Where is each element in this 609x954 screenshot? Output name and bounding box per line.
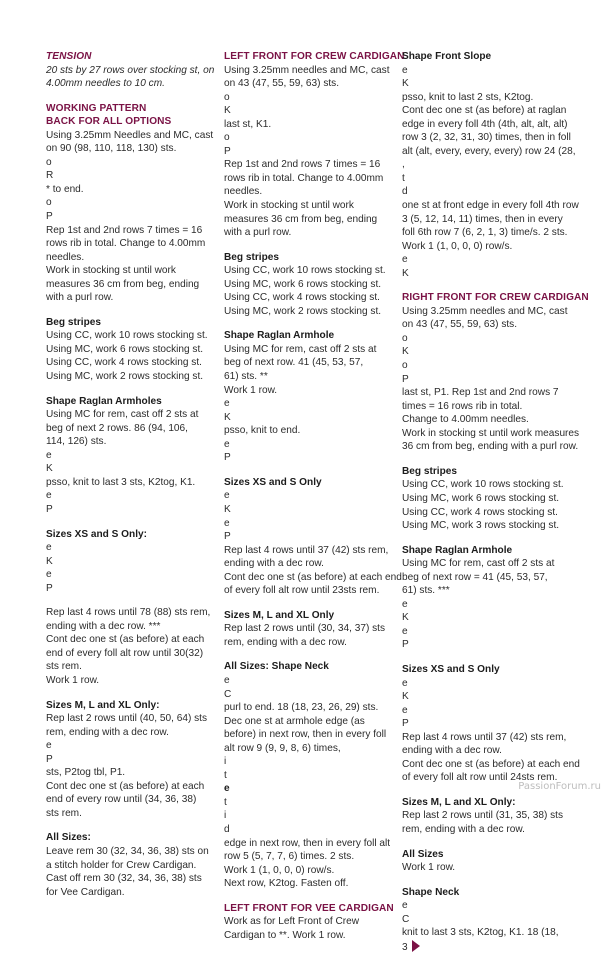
text: o bbox=[402, 360, 408, 372]
text: e bbox=[224, 517, 230, 529]
text: o bbox=[224, 91, 230, 103]
text-line bbox=[46, 462, 214, 476]
text-line: Using MC, work 3 rows stocking st. bbox=[402, 520, 560, 532]
text: K bbox=[402, 78, 409, 90]
text-line: Using CC, work 10 rows stocking st. bbox=[46, 330, 208, 342]
text-line bbox=[402, 598, 580, 612]
text-line: Using CC, work 10 rows stocking st. bbox=[402, 479, 564, 491]
text: e bbox=[224, 438, 230, 450]
text: d bbox=[402, 186, 408, 198]
text: R bbox=[46, 170, 54, 182]
text-line: Rep last 2 rows until (31, 35, 38) sts bbox=[402, 810, 564, 822]
text-line bbox=[224, 489, 394, 503]
text: e bbox=[402, 704, 408, 716]
text-line: 61) sts. ** bbox=[224, 371, 268, 383]
section-heading: RIGHT FRONT FOR CREW CARDIGAN bbox=[402, 292, 589, 304]
text-line bbox=[224, 809, 394, 823]
text: , bbox=[402, 159, 405, 171]
text: K bbox=[224, 105, 231, 117]
text-line bbox=[46, 541, 214, 555]
text-line bbox=[224, 451, 394, 465]
text: K bbox=[402, 346, 409, 358]
text: C bbox=[224, 688, 232, 700]
text-line: a stitch holder for Crew Cardigan. bbox=[46, 859, 197, 871]
text: o bbox=[224, 132, 230, 144]
text-line: Cont dec one st (as before) at raglan bbox=[402, 105, 567, 117]
text-line: Using CC, work 10 rows stocking st. bbox=[224, 265, 386, 277]
text-line: on 43 (47, 55, 59, 63) sts. bbox=[224, 78, 340, 90]
sub-heading: Beg stripes bbox=[224, 251, 279, 263]
text-line: Using 3.25mm needles and MC, cast bbox=[402, 305, 568, 317]
text-line bbox=[224, 755, 394, 769]
text: o bbox=[46, 197, 52, 209]
text: P bbox=[224, 531, 231, 543]
sub-heading: All Sizes: Shape Neck bbox=[224, 661, 329, 673]
text: o bbox=[46, 156, 52, 168]
text-line bbox=[224, 145, 394, 159]
text: C bbox=[402, 913, 410, 925]
text-line: Cardigan to **. Work 1 row. bbox=[224, 929, 346, 941]
text: e bbox=[402, 900, 408, 912]
text-line bbox=[402, 677, 580, 691]
text-line bbox=[402, 253, 580, 267]
text: e bbox=[46, 542, 52, 554]
text: K bbox=[46, 463, 53, 475]
text-line: Cont dec one st (as before) at each bbox=[46, 780, 205, 792]
text-line bbox=[402, 64, 580, 78]
text-line bbox=[46, 753, 214, 767]
text-line: edge in every foll 4th (4th, alt, alt, alt) bbox=[402, 118, 568, 130]
text: K bbox=[224, 503, 231, 515]
text-line bbox=[224, 782, 394, 796]
text: K bbox=[402, 612, 409, 624]
text-line: Cont dec one st (as before) at each bbox=[46, 634, 205, 646]
text-line bbox=[402, 704, 580, 718]
text: e bbox=[402, 598, 408, 610]
text: e bbox=[46, 449, 52, 461]
text-line bbox=[46, 568, 214, 582]
text-line: rows rib in total. Change to 4.00mm bbox=[224, 172, 384, 184]
text-line: Rep last 2 rows until (30, 34, 37) sts bbox=[224, 623, 386, 635]
sub-heading: Beg stripes bbox=[402, 465, 457, 477]
text-line bbox=[46, 739, 214, 753]
text-line: Using CC, work 4 rows stocking st. bbox=[402, 506, 558, 518]
text-line bbox=[402, 373, 580, 387]
text-line: Using MC, work 6 rows stocking st. bbox=[46, 343, 204, 355]
text-line: Using MC, work 2 rows stocking st. bbox=[46, 371, 204, 383]
text-line bbox=[46, 449, 214, 463]
text-line bbox=[224, 674, 394, 688]
text-line: for Vee Cardigan. bbox=[46, 886, 125, 898]
text-line: with a purl row. bbox=[46, 292, 114, 304]
text-line: Work 1 row. bbox=[402, 862, 456, 874]
text: P bbox=[224, 145, 231, 157]
text: d bbox=[224, 823, 230, 835]
text-line: of every foll alt row until 23sts rem. bbox=[224, 585, 380, 597]
text-line: ending with a dec row. bbox=[224, 558, 324, 570]
text-line bbox=[402, 332, 580, 346]
text-line bbox=[402, 185, 580, 199]
text-line: alt (alt, every, every, every) row 24 (28, bbox=[402, 145, 576, 157]
sub-heading: Shape Neck bbox=[402, 886, 460, 898]
sub-heading: Sizes XS and S Only: bbox=[46, 528, 147, 540]
text-line: Using MC for rem, cast off 2 sts at bbox=[224, 343, 377, 355]
text-line: one st at front edge in every foll 4th row bbox=[402, 200, 579, 212]
text-line: times = 16 rows rib in total. bbox=[402, 400, 523, 412]
text: e bbox=[46, 569, 52, 581]
text-line: 114, 126) sts. bbox=[46, 436, 107, 448]
text: e bbox=[46, 490, 52, 502]
text: o bbox=[402, 332, 408, 344]
column-1 bbox=[46, 50, 214, 899]
text-line: with a purl row. bbox=[224, 227, 292, 239]
text-line bbox=[402, 359, 580, 373]
text: e bbox=[402, 625, 408, 637]
text-line bbox=[402, 638, 580, 652]
text: P bbox=[46, 753, 53, 765]
text: P bbox=[224, 452, 231, 464]
text-line: Change to 4.00mm needles. bbox=[402, 414, 529, 426]
text-line: 36 cm from beg, ending with a purl row. bbox=[402, 441, 579, 453]
text-line: Rep 1st and 2nd rows 7 times = 16 bbox=[46, 224, 203, 236]
text-line: Work 1 row. bbox=[46, 674, 100, 686]
text-line bbox=[46, 503, 214, 517]
text-line: rows rib in total. Change to 4.00mm bbox=[46, 238, 206, 250]
text-line: Work as for Left Front of Crew bbox=[224, 916, 359, 928]
text-line bbox=[402, 345, 580, 359]
text-line: Work in stocking st until work measures bbox=[402, 427, 580, 439]
text-line: last st, K1. bbox=[224, 118, 272, 130]
sub-heading: Shape Raglan Armhole bbox=[224, 330, 335, 342]
text-line: 3 (5, 12, 14, 11) times, then in every bbox=[402, 213, 563, 225]
text-line bbox=[224, 517, 394, 531]
text-line bbox=[224, 438, 394, 452]
text-line: measures 36 cm from beg, ending bbox=[46, 278, 200, 290]
watermark: PassionForum.ru bbox=[518, 781, 601, 792]
text: i bbox=[224, 810, 227, 822]
bold-text: e bbox=[224, 783, 230, 795]
text-line: of every foll alt row until 24sts rem. bbox=[402, 772, 558, 784]
text-line: 20 sts by 27 rows over stocking st, on bbox=[46, 64, 215, 76]
text-line: ending with a dec row. *** bbox=[46, 620, 161, 632]
text-line bbox=[402, 625, 580, 639]
text-line: Cast off rem 30 (32, 34, 36, 38) sts bbox=[46, 873, 202, 885]
text-line: row 5 (5, 7, 7, 6) times. 2 sts. bbox=[224, 851, 355, 863]
text-line: Using CC, work 4 rows stocking st. bbox=[46, 357, 202, 369]
text-line bbox=[46, 169, 214, 183]
text-line bbox=[224, 769, 394, 783]
section-heading: LEFT FRONT FOR CREW CARDIGAN bbox=[224, 51, 405, 62]
sub-heading: All Sizes: bbox=[46, 832, 91, 844]
text-line bbox=[224, 91, 394, 105]
sub-heading: Shape Front Slope bbox=[402, 51, 492, 62]
text-line: * to end. bbox=[46, 183, 84, 195]
text-line bbox=[402, 913, 580, 927]
text-line: Cont dec one st (as before) at each end bbox=[224, 571, 402, 583]
text: P bbox=[402, 373, 409, 385]
text-line: rem, ending with a dec row. bbox=[46, 726, 169, 738]
text-line: Work 1 (1, 0, 0, 0) row/s. bbox=[224, 864, 335, 876]
text-line: sts rem. bbox=[46, 807, 82, 819]
text-line: alt row 9 (9, 9, 8, 6) times, bbox=[224, 742, 341, 754]
text-line: Dec one st at armhole edge (as bbox=[224, 715, 365, 727]
text-line bbox=[402, 77, 580, 91]
text: P bbox=[402, 639, 409, 651]
text-line: Next row, K2tog. Fasten off. bbox=[224, 878, 349, 890]
text-line: measures 36 cm from beg, ending bbox=[224, 213, 378, 225]
text-line: end of every foll alt row until 30(32) bbox=[46, 647, 204, 659]
text-line bbox=[402, 611, 580, 625]
section-heading: LEFT FRONT FOR VEE CARDIGAN bbox=[224, 902, 394, 914]
text: e bbox=[402, 677, 408, 689]
text-line bbox=[402, 899, 580, 913]
sub-heading: All Sizes bbox=[402, 848, 444, 860]
text-line bbox=[224, 503, 394, 517]
column-3 bbox=[402, 50, 589, 954]
text-line bbox=[224, 688, 394, 702]
text-line: Using MC for rem, cast off 2 sts at bbox=[46, 409, 199, 421]
text-line bbox=[46, 196, 214, 210]
text-line bbox=[46, 156, 214, 170]
text-line bbox=[46, 582, 214, 596]
text-line bbox=[224, 104, 394, 118]
text-line: Work 1 (1, 0, 0, 0) row/s. bbox=[402, 240, 513, 252]
text-line bbox=[402, 690, 580, 704]
text-line: Using MC, work 6 rows stocking st. bbox=[402, 492, 560, 504]
text-line: Using MC, work 6 rows stocking st. bbox=[224, 278, 382, 290]
text-line: Using MC, work 2 rows stocking st. bbox=[224, 305, 382, 317]
text-line bbox=[402, 940, 580, 954]
text: K bbox=[402, 267, 409, 279]
text-line: purl to end. 18 (18, 23, 26, 29) sts. bbox=[224, 702, 379, 714]
text-line: beg of next 2 rows. 86 (94, 106, bbox=[46, 422, 188, 434]
text-line: Work in stocking st until work bbox=[224, 200, 354, 212]
text-line bbox=[402, 267, 580, 281]
text-line: last st, P1. Rep 1st and 2nd rows 7 bbox=[402, 387, 559, 399]
text-line bbox=[46, 210, 214, 224]
text-line: 4.00mm needles to 10 cm. bbox=[46, 78, 165, 90]
text-line: 61) sts. *** bbox=[402, 585, 450, 597]
text-line: ending with a dec row. bbox=[402, 745, 502, 757]
text-line: Work 1 row. bbox=[224, 384, 278, 396]
text: e bbox=[402, 254, 408, 266]
text-line: rem, ending with a dec row. bbox=[402, 823, 525, 835]
text-line: on 90 (98, 110, 118, 130) sts. bbox=[46, 143, 177, 155]
sub-heading: Sizes M, L and XL Only: bbox=[46, 699, 160, 711]
text: P bbox=[402, 718, 409, 730]
text-line bbox=[402, 717, 580, 731]
text: e bbox=[402, 64, 408, 76]
text: e bbox=[46, 740, 52, 752]
text-line: knit to last 3 sts, K2tog, K1. 18 (18, bbox=[402, 927, 559, 939]
text-line: row 3 (2, 32, 31, 30) times, then in foll bbox=[402, 132, 571, 144]
text-line: Rep last 2 rows until (40, 50, 64) sts bbox=[46, 713, 208, 725]
text-line bbox=[224, 397, 394, 411]
text-line: Rep last 4 rows until 37 (42) sts rem, bbox=[402, 731, 567, 743]
sub-heading: Sizes M, L and XL Only: bbox=[402, 796, 516, 808]
text-line: beg of next row. 41 (45, 53, 57, bbox=[224, 357, 364, 369]
text-line: sts rem. bbox=[46, 661, 82, 673]
sub-heading: Sizes M, L and XL Only bbox=[224, 609, 335, 621]
text: i bbox=[224, 756, 227, 768]
text-line: Using 3.25mm Needles and MC, cast bbox=[46, 129, 214, 141]
text-line: psso, knit to last 3 sts, K2tog, K1. bbox=[46, 476, 196, 488]
text-line: needles. bbox=[46, 251, 85, 263]
sub-heading: Shape Raglan Armhole bbox=[402, 544, 513, 556]
text-line: on 43 (47, 55, 59, 63) sts. bbox=[402, 319, 518, 331]
continue-arrow-icon bbox=[412, 940, 420, 952]
text: e bbox=[224, 398, 230, 410]
text: K bbox=[402, 691, 409, 703]
text: P bbox=[46, 582, 53, 594]
text-line: Rep last 4 rows until 78 (88) sts rem, bbox=[46, 607, 211, 619]
text-line bbox=[224, 796, 394, 810]
section-heading: BACK FOR ALL OPTIONS bbox=[46, 116, 172, 128]
text: K bbox=[46, 555, 53, 567]
text: t bbox=[224, 796, 227, 808]
text-line: rem, ending with a dec row. bbox=[224, 636, 347, 648]
text-line: Using MC for rem, cast off 2 sts at bbox=[402, 558, 555, 570]
text-line bbox=[46, 489, 214, 503]
text: K bbox=[224, 411, 231, 423]
text: P bbox=[46, 211, 53, 223]
text-line: end of every row until (34, 36, 38) bbox=[46, 794, 197, 806]
text-line: Work in stocking st until work bbox=[46, 265, 176, 277]
text-line: edge in next row, then in every foll alt bbox=[224, 837, 391, 849]
text-line: Using 3.25mm needles and MC, cast bbox=[224, 64, 390, 76]
column-2 bbox=[224, 50, 405, 942]
sub-heading: Sizes XS and S Only bbox=[224, 476, 322, 488]
text-line: Cont dec one st (as before) at each end bbox=[402, 758, 580, 770]
section-heading: TENSION bbox=[46, 51, 92, 62]
sub-heading: Sizes XS and S Only bbox=[402, 663, 500, 675]
text-line: sts, P2tog tbl, P1. bbox=[46, 767, 126, 779]
text-line bbox=[224, 530, 394, 544]
text: e bbox=[224, 674, 230, 686]
sub-heading: Beg stripes bbox=[46, 316, 101, 328]
text: t bbox=[224, 769, 227, 781]
text-line: before) in next row, then in every foll bbox=[224, 729, 387, 741]
text-line: beg of next row = 41 (45, 53, 57, bbox=[402, 571, 548, 583]
text: 3 bbox=[402, 941, 408, 953]
text: P bbox=[46, 503, 53, 515]
text-line: Leave rem 30 (32, 34, 36, 38) sts on bbox=[46, 845, 209, 857]
text-line: Rep last 4 rows until 37 (42) sts rem, bbox=[224, 544, 389, 556]
sub-heading: Shape Raglan Armholes bbox=[46, 395, 162, 407]
text-line: Rep 1st and 2nd rows 7 times = 16 bbox=[224, 159, 381, 171]
text-line bbox=[402, 172, 580, 186]
section-heading: WORKING PATTERN bbox=[46, 102, 147, 114]
text-line: Using CC, work 4 rows stocking st. bbox=[224, 292, 380, 304]
text-line bbox=[46, 555, 214, 569]
text: t bbox=[402, 172, 405, 184]
text-line: psso, knit to last 2 sts, K2tog. bbox=[402, 91, 534, 103]
text-line bbox=[402, 158, 580, 172]
text-line: needles. bbox=[224, 186, 263, 198]
text: e bbox=[224, 490, 230, 502]
text-line: foll 6th row 7 (6, 2, 1, 3) time/s. 2 sts. bbox=[402, 227, 568, 239]
text-line bbox=[224, 823, 394, 837]
text-line: psso, knit to end. bbox=[224, 425, 301, 437]
text-line bbox=[224, 131, 394, 145]
text-line bbox=[224, 411, 394, 425]
